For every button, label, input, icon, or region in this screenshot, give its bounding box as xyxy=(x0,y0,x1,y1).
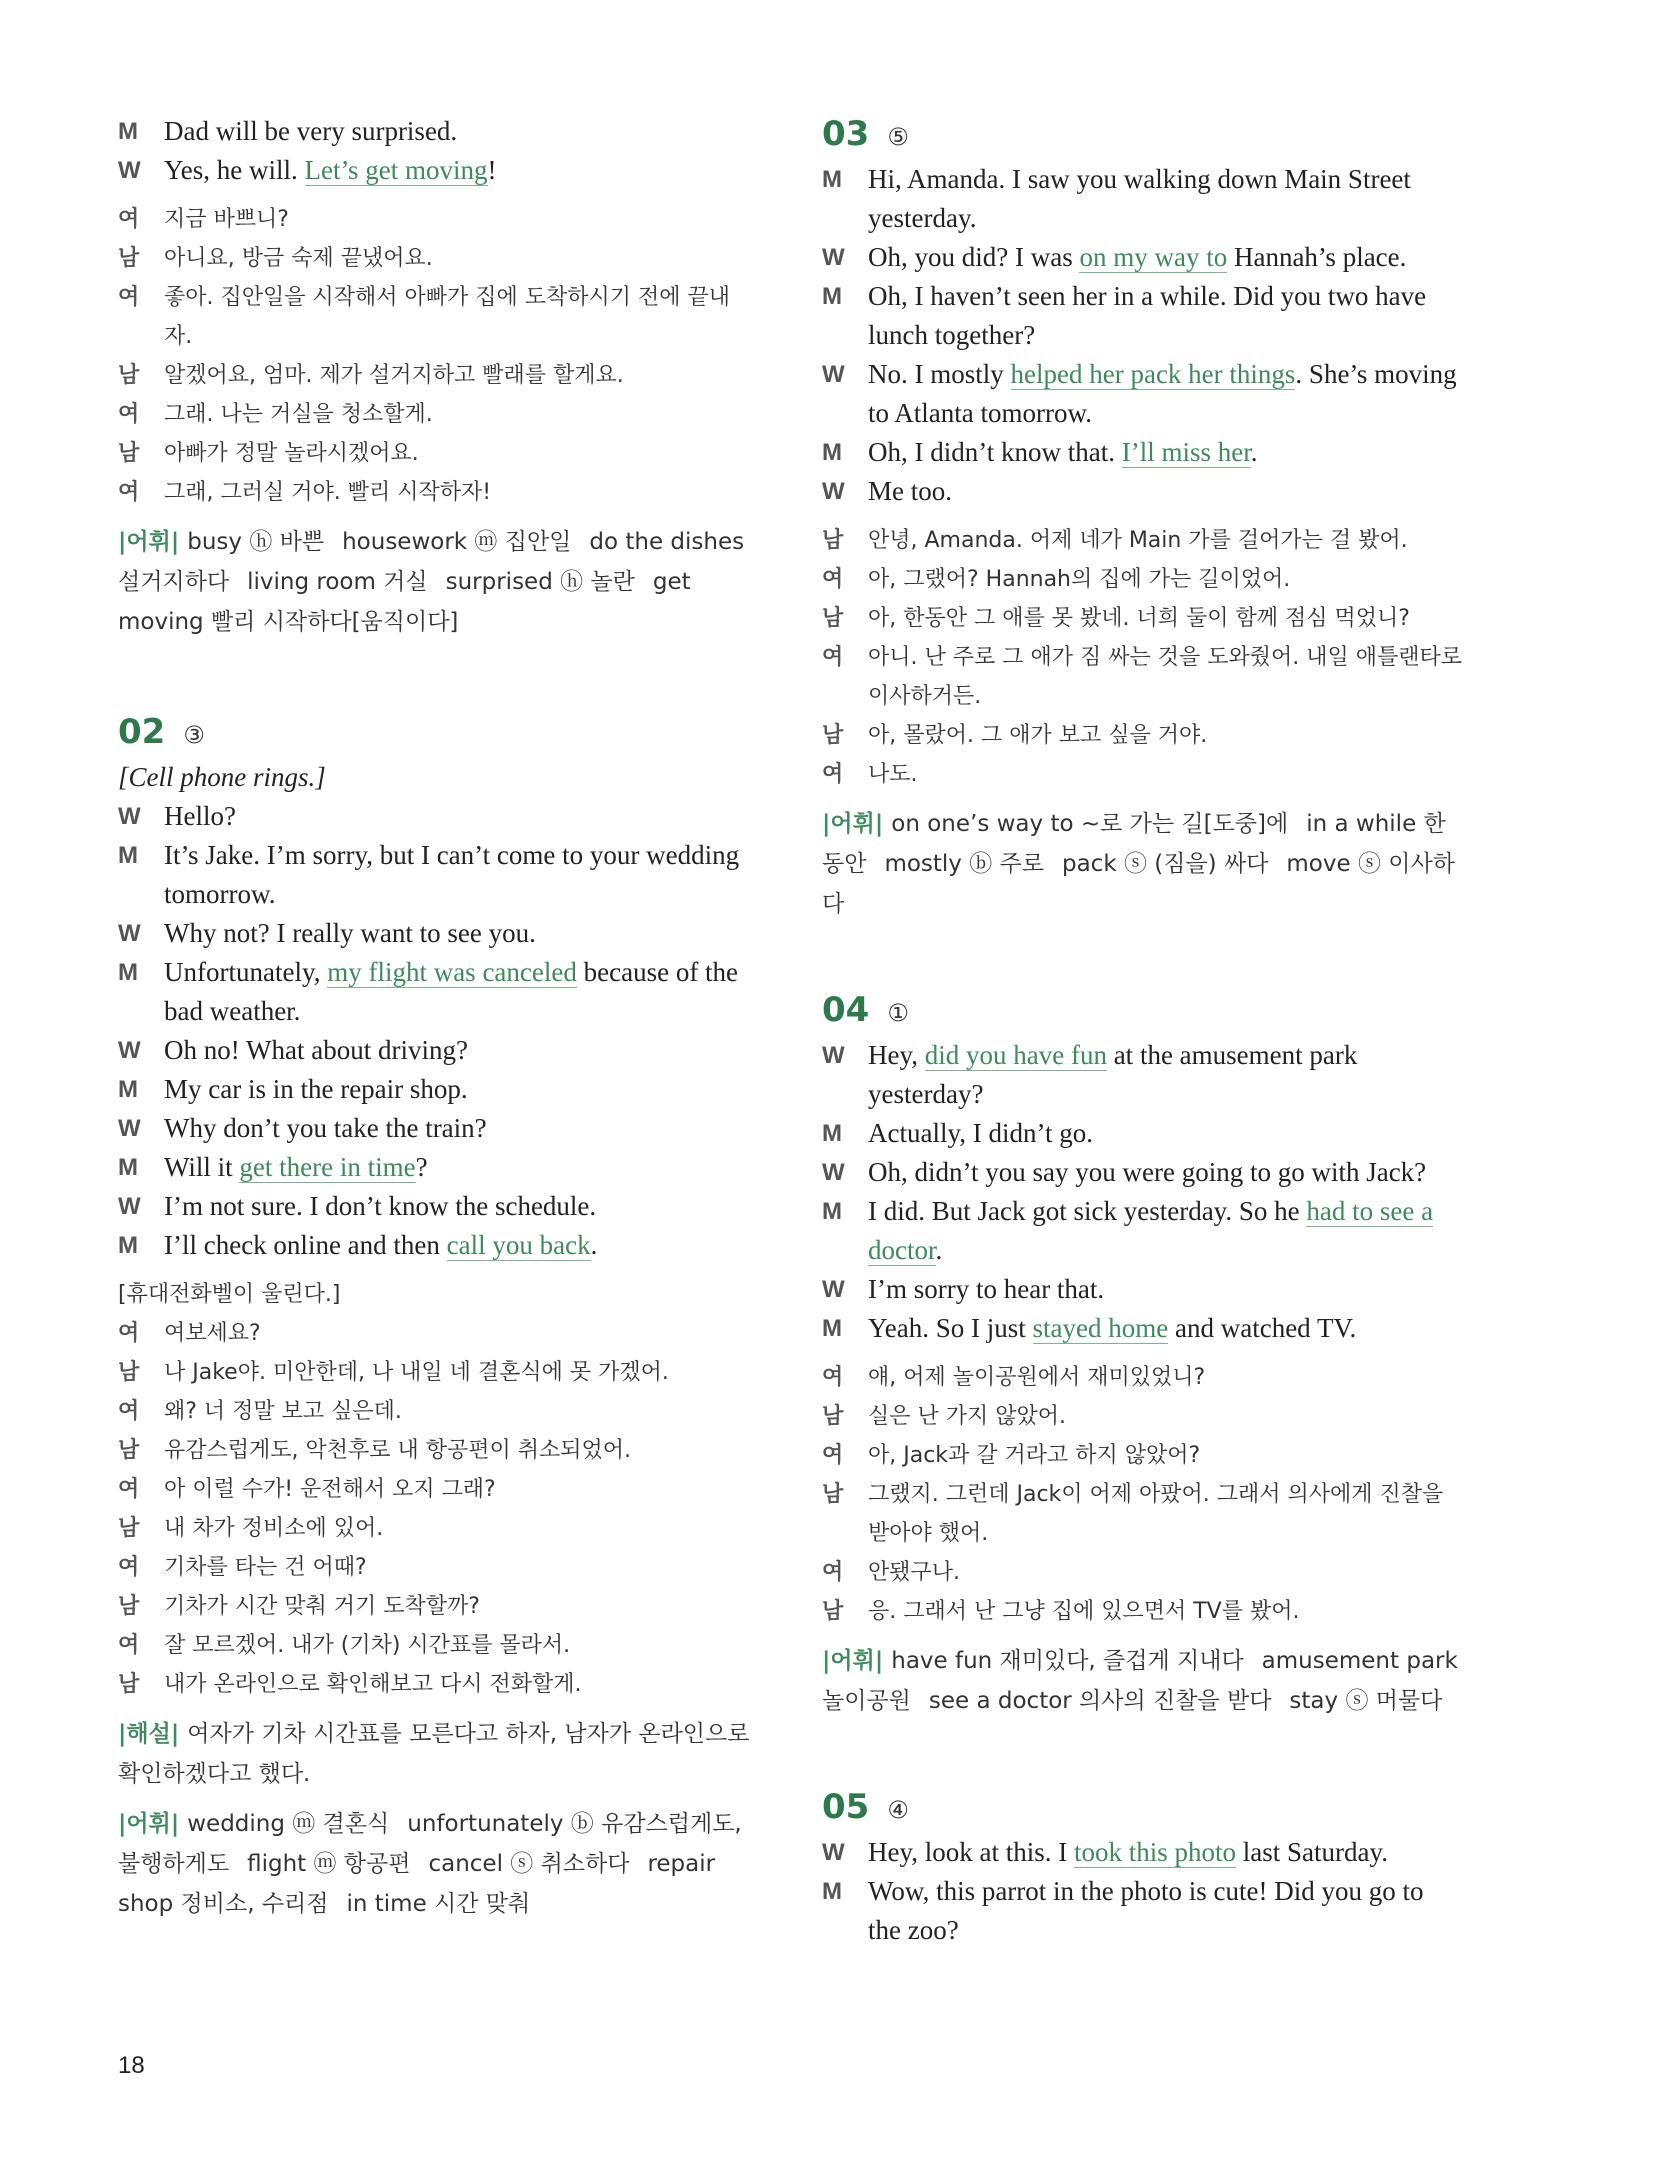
vocab-term: busy ⓗ 바쁜 xyxy=(187,529,325,555)
vocab-term: surprised ⓗ 놀란 xyxy=(445,569,635,595)
translation-line xyxy=(118,473,758,512)
vocab-term: cancel ⓢ 취소하다 xyxy=(428,1851,630,1877)
vocab-tag: |어휘| xyxy=(118,529,180,555)
line-text: 아, 그랬어? Hannah의 집에 가는 길이었어. xyxy=(868,567,1291,592)
line-text: It’s Jake. I’m sorry, but I can’t come to your wedding tomorrow. xyxy=(164,840,740,909)
question-number: 05 xyxy=(822,1787,870,1827)
speaker-label: 남 xyxy=(822,606,844,631)
vocab-note xyxy=(822,1641,1462,1721)
translation-line xyxy=(822,599,1462,638)
text-before: I did. But Jack got sick yesterday. So he xyxy=(868,1196,1307,1226)
speaker-label: 여 xyxy=(118,207,140,232)
vocab-note xyxy=(822,804,1462,924)
dialogue-line xyxy=(822,1872,1462,1950)
text-before: Hey, xyxy=(868,1040,925,1070)
dialogue-line xyxy=(822,238,1462,277)
speaker-label: 남 xyxy=(822,723,844,748)
text-after: last Saturday. xyxy=(1235,1837,1388,1867)
speaker-label: M xyxy=(822,1315,842,1342)
line-text xyxy=(868,1309,1462,1348)
dialogue-line xyxy=(118,1148,758,1187)
dialogue-line xyxy=(822,277,1462,355)
answer-mark: ④ xyxy=(887,1796,909,1824)
translation-line xyxy=(118,1626,758,1665)
line-text: 아, 한동안 그 애를 못 봤네. 너희 둘이 함께 점심 먹었니? xyxy=(868,606,1410,631)
stage-direction-ko: [휴대전화벨이 울린다.] xyxy=(118,1282,341,1307)
text-before: Yes, he will. xyxy=(164,155,305,185)
line-text: 기차를 타는 건 어때? xyxy=(164,1555,367,1580)
line-text xyxy=(868,355,1462,433)
speaker-label: 여 xyxy=(822,1365,844,1390)
line-text: 기차가 시간 맞춰 거기 도착할까? xyxy=(164,1594,480,1619)
dialogue-line xyxy=(118,112,758,151)
speaker-label: 남 xyxy=(118,1594,140,1619)
speaker-label: W xyxy=(118,1193,141,1220)
translation-line xyxy=(118,1548,758,1587)
dialogue-line xyxy=(822,1833,1462,1872)
speaker-label: M xyxy=(822,1878,842,1905)
speaker-label: W xyxy=(118,1115,141,1142)
question-05 xyxy=(822,1787,1462,1950)
question-03 xyxy=(822,114,1462,924)
line-text: 나도. xyxy=(868,762,918,787)
translation-line xyxy=(118,1587,758,1626)
line-text: Oh no! What about driving? xyxy=(164,1035,468,1065)
key-phrase: stayed home xyxy=(1032,1313,1169,1343)
key-phrase: took this photo xyxy=(1073,1837,1236,1867)
line-text xyxy=(164,151,758,190)
vocab-term: have fun 재미있다, 즐겁게 지내다 xyxy=(891,1648,1244,1674)
text-after: and watched TV. xyxy=(1168,1313,1357,1343)
question-04 xyxy=(822,990,1462,1721)
continued-dialogue-en xyxy=(118,112,758,190)
vocab-tag: |어휘| xyxy=(822,1648,884,1674)
translation-line xyxy=(118,1392,758,1431)
vocab-note xyxy=(118,522,758,642)
translation-line xyxy=(822,755,1462,794)
speaker-label: W xyxy=(822,1042,845,1069)
speaker-label: 여 xyxy=(822,762,844,787)
speaker-label: M xyxy=(822,1198,842,1225)
text-before: Hey, look at this. I xyxy=(868,1837,1074,1867)
question-02 xyxy=(118,712,758,1924)
speaker-label: 남 xyxy=(822,1404,844,1429)
speaker-label: W xyxy=(822,244,845,271)
line-text xyxy=(164,1148,758,1187)
line-text: My car is in the repair shop. xyxy=(164,1074,468,1104)
speaker-label: 여 xyxy=(118,480,140,505)
speaker-label: M xyxy=(822,1120,842,1147)
vocab-term: in time 시간 맞춰 xyxy=(346,1891,531,1917)
vocab-term: mostly ⓑ 주로 xyxy=(884,851,1044,877)
key-phrase: did you have fun xyxy=(924,1040,1107,1070)
dialogue-line xyxy=(822,1153,1462,1192)
translation-line xyxy=(822,1475,1462,1553)
line-text: 아, 몰랐어. 그 애가 보고 싶을 거야. xyxy=(868,723,1208,748)
explanation-note xyxy=(118,1714,758,1794)
translation-line xyxy=(118,395,758,434)
key-phrase: call you back xyxy=(446,1230,591,1260)
speaker-label: 여 xyxy=(118,1633,140,1658)
text-before: Oh, I didn’t know that. xyxy=(868,437,1122,467)
speaker-label: 남 xyxy=(118,1438,140,1463)
line-text: 여보세요? xyxy=(164,1321,261,1346)
speaker-label: 남 xyxy=(118,441,140,466)
speaker-label: W xyxy=(822,1839,845,1866)
speaker-label: M xyxy=(118,1232,138,1259)
dialogue-en xyxy=(822,160,1462,511)
right-column xyxy=(822,114,1462,1950)
line-text xyxy=(164,1226,758,1265)
translation-line xyxy=(118,278,758,356)
text-after: at the amusement park yesterday? xyxy=(868,1040,1358,1109)
key-phrase: I’ll miss her xyxy=(1121,437,1251,467)
vocab-term: stay ⓢ 머물다 xyxy=(1289,1688,1443,1714)
page-number: 18 xyxy=(118,2052,145,2079)
vocab-term: move ⓢ 이사하다 xyxy=(822,851,1455,917)
vocab-term: on one’s way to ~로 가는 길[도중]에 xyxy=(891,811,1289,837)
translation-line xyxy=(118,1431,758,1470)
vocab-note xyxy=(118,1804,758,1924)
speaker-label: 여 xyxy=(822,1443,844,1468)
line-text xyxy=(164,953,758,1031)
line-text: 내가 온라인으로 확인해보고 다시 전화할게. xyxy=(164,1672,582,1697)
line-text: 왜? 너 정말 보고 싶은데. xyxy=(164,1399,402,1424)
speaker-label: 여 xyxy=(822,1560,844,1585)
dialogue-line xyxy=(118,836,758,914)
vocab-term: unfortunately ⓑ 유감스럽게도, 불행하게도 xyxy=(118,1811,742,1877)
dialogue-line xyxy=(118,1226,758,1265)
explanation-text: 여자가 기차 시간표를 모른다고 하자, 남자가 온라인으로 확인하겠다고 했다. xyxy=(118,1721,750,1787)
line-text: Me too. xyxy=(868,476,952,506)
line-text: Oh, didn’t you say you were going to go with Jack? xyxy=(868,1157,1427,1187)
speaker-label: W xyxy=(118,1037,141,1064)
dialogue-line xyxy=(822,433,1462,472)
vocab-term: get moving 빨리 시작하다[움직이다] xyxy=(118,569,691,635)
translation-line xyxy=(118,200,758,239)
text-before: I’ll check online and then xyxy=(164,1230,447,1260)
dialogue-line xyxy=(118,1187,758,1226)
dialogue-line xyxy=(118,1109,758,1148)
dialogue-en xyxy=(822,1833,1462,1950)
line-text xyxy=(868,1833,1462,1872)
speaker-label: 남 xyxy=(118,1672,140,1697)
dialogue-line xyxy=(118,914,758,953)
text-after: . xyxy=(935,1235,943,1265)
translation-line xyxy=(118,434,758,473)
line-text: 알겠어요, 엄마. 제가 설거지하고 빨래를 할게요. xyxy=(164,363,624,388)
speaker-label: M xyxy=(822,166,842,193)
explanation-tag: |해설| xyxy=(118,1721,180,1747)
line-text xyxy=(868,433,1462,472)
speaker-label: M xyxy=(118,959,138,986)
translation-line xyxy=(118,1470,758,1509)
speaker-label: 여 xyxy=(822,567,844,592)
dialogue-line xyxy=(822,1309,1462,1348)
dialogue-line xyxy=(822,160,1462,238)
dialogue-line xyxy=(822,1192,1462,1270)
speaker-label: 남 xyxy=(822,1599,844,1624)
continued-dialogue-ko xyxy=(118,200,758,512)
line-text: 나 Jake야. 미안한데, 나 내일 네 결혼식에 못 가겠어. xyxy=(164,1360,669,1385)
question-number: 02 xyxy=(118,712,166,752)
line-text: Dad will be very surprised. xyxy=(164,116,458,146)
dialogue-line xyxy=(118,1070,758,1109)
line-text xyxy=(868,1192,1462,1270)
vocab-tag: |어휘| xyxy=(118,1811,180,1837)
line-text: Hi, Amanda. I saw you walking down Main Street yesterday. xyxy=(868,164,1411,233)
question-number: 04 xyxy=(822,990,870,1030)
dialogue-ko xyxy=(822,1358,1462,1631)
translation-line xyxy=(822,1436,1462,1475)
translation-line xyxy=(822,716,1462,755)
speaker-label: M xyxy=(822,283,842,310)
speaker-label: 여 xyxy=(118,402,140,427)
translation-line xyxy=(118,1665,758,1704)
vocab-term: wedding ⓜ 결혼식 xyxy=(187,1811,390,1837)
line-text: 안녕, Amanda. 어제 네가 Main 가를 걸어가는 걸 봤어. xyxy=(868,528,1408,553)
speaker-label: 남 xyxy=(822,528,844,553)
line-text: Actually, I didn’t go. xyxy=(868,1118,1093,1148)
text-before: Unfortunately, xyxy=(164,957,328,987)
speaker-label: W xyxy=(118,920,141,947)
text-after: . xyxy=(590,1230,598,1260)
speaker-label: 남 xyxy=(118,363,140,388)
text-after: . She’s moving to Atlanta tomorrow. xyxy=(868,359,1457,428)
vocab-term: do the dishes 설거지하다 xyxy=(118,529,745,595)
text-after: ! xyxy=(487,155,497,185)
dialogue-line xyxy=(822,1270,1462,1309)
line-text: 아, Jack과 갈 거라고 하지 않았어? xyxy=(868,1443,1201,1468)
dialogue-line xyxy=(822,355,1462,433)
speaker-label: W xyxy=(822,478,845,505)
speaker-label: 남 xyxy=(822,1482,844,1507)
text-after: . xyxy=(1250,437,1258,467)
key-phrase: get there in time xyxy=(239,1152,416,1182)
text-after: ? xyxy=(415,1152,428,1182)
key-phrase: Let’s get moving xyxy=(304,155,488,185)
line-text: 그랬지. 그런데 Jack이 어제 아팠어. 그래서 의사에게 진찰을 받아야 했어. xyxy=(868,1482,1444,1546)
dialogue-line xyxy=(118,1031,758,1070)
line-text: 아빠가 정말 놀라시겠어요. xyxy=(164,441,419,466)
speaker-label: 남 xyxy=(118,1516,140,1541)
vocab-term: housework ⓜ 집안일 xyxy=(342,529,572,555)
dialogue-line xyxy=(822,472,1462,511)
speaker-label: 남 xyxy=(118,1360,140,1385)
key-phrase: my flight was canceled xyxy=(327,957,577,987)
text-before: Will it xyxy=(164,1152,240,1182)
stage-direction-en: [Cell phone rings.] xyxy=(118,762,326,792)
line-text: Oh, I haven’t seen her in a while. Did you two have lunch together? xyxy=(868,281,1427,350)
speaker-label: W xyxy=(118,803,141,830)
translation-line xyxy=(118,239,758,278)
translation-line xyxy=(118,1509,758,1548)
speaker-label: M xyxy=(118,1076,138,1103)
line-text: 아니. 난 주로 그 애가 짐 싸는 것을 도와줬어. 내일 애틀랜타로 이사하거든. xyxy=(868,645,1462,709)
speaker-label: 여 xyxy=(118,1477,140,1502)
line-text: 아니요, 방금 숙제 끝냈어요. xyxy=(164,246,433,271)
text-after: Hannah’s place. xyxy=(1227,242,1407,272)
speaker-label: M xyxy=(118,1154,138,1181)
speaker-label: W xyxy=(822,1159,845,1186)
dialogue-line xyxy=(822,1114,1462,1153)
dialogue-line xyxy=(822,1036,1462,1114)
line-text: 유감스럽게도, 악천후로 내 항공편이 취소되었어. xyxy=(164,1438,632,1463)
speaker-label: W xyxy=(822,361,845,388)
speaker-label: 여 xyxy=(118,1321,140,1346)
line-text: 그래, 그러실 거야. 빨리 시작하자! xyxy=(164,480,492,505)
text-after: because of the bad weather. xyxy=(164,957,739,1026)
dialogue-line xyxy=(118,151,758,190)
translation-line xyxy=(822,1358,1462,1397)
speaker-label: 남 xyxy=(118,246,140,271)
line-text: I’m sorry to hear that. xyxy=(868,1274,1105,1304)
speaker-label: M xyxy=(822,439,842,466)
line-text xyxy=(868,238,1462,277)
line-text: 그래. 나는 거실을 청소할게. xyxy=(164,402,433,427)
speaker-label: 여 xyxy=(118,1399,140,1424)
translation-line xyxy=(822,1397,1462,1436)
vocab-term: see a doctor 의사의 진찰을 받다 xyxy=(928,1688,1272,1714)
line-text: 내 차가 정비소에 있어. xyxy=(164,1516,384,1541)
question-number: 03 xyxy=(822,114,870,154)
dialogue-line xyxy=(118,797,758,836)
left-column xyxy=(118,112,758,1924)
speaker-label: 여 xyxy=(118,1555,140,1580)
vocab-tag: |어휘| xyxy=(822,811,884,837)
translation-line xyxy=(118,356,758,395)
vocab-term: pack ⓢ (짐을) 싸다 xyxy=(1061,851,1269,877)
speaker-label: M xyxy=(118,118,138,145)
answer-mark: ① xyxy=(887,999,909,1027)
speaker-label: 여 xyxy=(822,645,844,670)
line-text: 실은 난 가지 않았어. xyxy=(868,1404,1066,1429)
translation-line xyxy=(822,1592,1462,1631)
line-text: Why not? I really want to see you. xyxy=(164,918,536,948)
speaker-label: W xyxy=(822,1276,845,1303)
dialogue-ko xyxy=(822,521,1462,794)
line-text: 아 이럴 수가! 운전해서 오지 그래? xyxy=(164,1477,496,1502)
line-text: 지금 바쁘니? xyxy=(164,207,289,232)
line-text: 얘, 어제 놀이공원에서 재미있었니? xyxy=(868,1365,1206,1390)
vocab-term: living room 거실 xyxy=(247,569,428,595)
text-before: Yeah. So I just xyxy=(868,1313,1033,1343)
dialogue-en xyxy=(822,1036,1462,1348)
translation-line xyxy=(822,1553,1462,1592)
key-phrase: had to see a doctor xyxy=(868,1196,1434,1265)
vocab-term: flight ⓜ 항공편 xyxy=(247,1851,411,1877)
key-phrase: on my way to xyxy=(1079,242,1228,272)
speaker-label: M xyxy=(118,842,138,869)
answer-mark: ③ xyxy=(183,721,205,749)
dialogue-en xyxy=(118,797,758,1265)
line-text: Hello? xyxy=(164,801,236,831)
answer-mark: ⑤ xyxy=(887,123,909,151)
text-before: No. I mostly xyxy=(868,359,1011,389)
line-text: 좋아. 집안일을 시작해서 아빠가 집에 도착하시기 전에 끝내자. xyxy=(164,285,730,349)
vocab-term: amusement park 놀이공원 xyxy=(822,1648,1458,1714)
translation-line xyxy=(822,638,1462,716)
line-text: 안됐구나. xyxy=(868,1560,961,1585)
text-before: Oh, you did? I was xyxy=(868,242,1080,272)
line-text: Wow, this parrot in the photo is cute! Did you go to the zoo? xyxy=(868,1876,1424,1945)
line-text: Why don’t you take the train? xyxy=(164,1113,487,1143)
line-text xyxy=(868,1036,1462,1114)
translation-line xyxy=(822,521,1462,560)
key-phrase: helped her pack her things xyxy=(1010,359,1296,389)
vocab-term: repair shop 정비소, 수리점 xyxy=(118,1851,716,1917)
line-text: 응. 그래서 난 그냥 집에 있으면서 TV를 봤어. xyxy=(868,1599,1300,1624)
line-text: 잘 모르겠어. 내가 (기차) 시간표를 몰라서. xyxy=(164,1633,571,1658)
translation-line xyxy=(118,1314,758,1353)
translation-line xyxy=(118,1353,758,1392)
translation-line xyxy=(822,560,1462,599)
vocab-term: in a while 한동안 xyxy=(822,811,1446,877)
line-text: I’m not sure. I don’t know the schedule. xyxy=(164,1191,597,1221)
dialogue-ko xyxy=(118,1314,758,1704)
dialogue-line xyxy=(118,953,758,1031)
speaker-label: 여 xyxy=(118,285,140,310)
speaker-label: W xyxy=(118,157,141,184)
